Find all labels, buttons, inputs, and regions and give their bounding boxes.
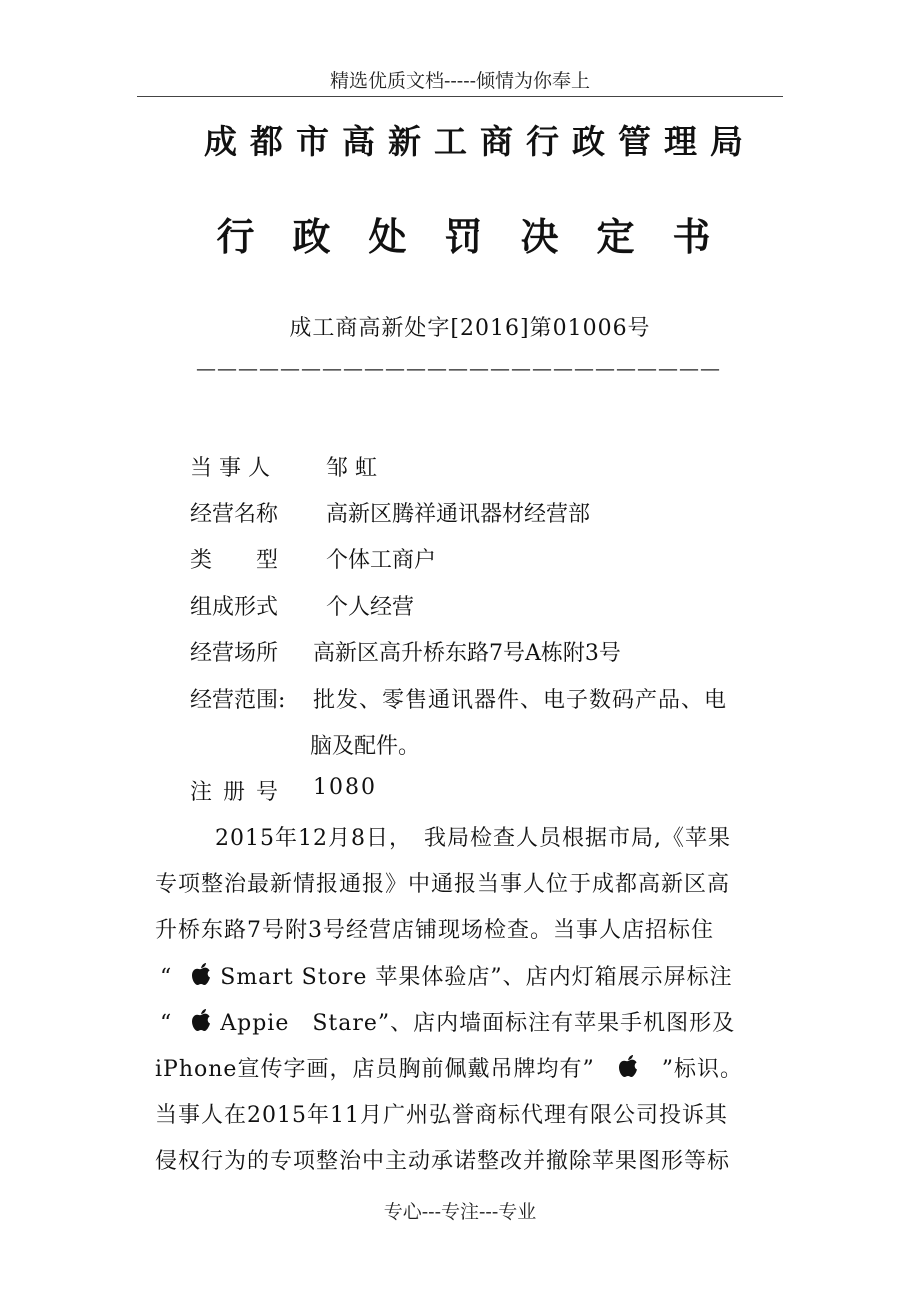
business-name-label: 经营名称 bbox=[190, 502, 279, 527]
body-line-3: 升桥东路7号附3号经营店铺现场检查。当事人店招标住 bbox=[155, 918, 714, 943]
place-label: 经营场所 bbox=[190, 641, 279, 666]
body-line-7: 当事人在2015年11月广州弘誉商标代理有限公司投诉其 bbox=[155, 1103, 728, 1128]
scope-label: 经营范围: bbox=[190, 688, 286, 713]
body-line-6-text: iPhone宣传字画，店员胸前佩戴吊牌均有” bbox=[155, 1057, 595, 1082]
type-label: 类 型 bbox=[190, 548, 279, 573]
page-footer: 专心---专注---专业 bbox=[383, 1201, 537, 1223]
body-line-4-text: Smart Store 苹果体验店”、店内灯箱展示屏标注 bbox=[212, 965, 733, 990]
apple-logo-icon bbox=[190, 1008, 212, 1032]
apple-logo-icon bbox=[190, 962, 212, 986]
body-line-4 bbox=[160, 960, 733, 991]
form-label: 组成形式 bbox=[190, 595, 279, 620]
body-line-5 bbox=[160, 1006, 735, 1037]
scope-value-line1: 批发、零售通讯器件、电子数码产品、电 bbox=[313, 688, 728, 713]
party-label: 当 事 人 bbox=[190, 456, 270, 481]
document-number: 成工商高新处字[2016]第01006号 bbox=[289, 316, 651, 341]
business-name-value: 高新区腾祥通讯器材经营部 bbox=[326, 502, 591, 527]
body-line-1: 2015年12月8日， 我局检查人员根据市局,《苹果 bbox=[215, 826, 731, 851]
body-line-5-text: Appie Stare”、店内墙面标注有苹果手机图形及 bbox=[212, 1011, 736, 1036]
scope-value-line2: 脑及配件。 bbox=[310, 734, 421, 759]
body-line-8: 侵权行为的专项整治中主动承诺整改并撤除苹果图形等标 bbox=[155, 1149, 731, 1174]
agency-title: 成都市高新工商行政管理局 bbox=[204, 122, 756, 161]
form-value: 个人经营 bbox=[326, 595, 415, 620]
body-line-6-end: ”标识。 bbox=[638, 1057, 743, 1082]
apple-logo-icon bbox=[617, 1054, 639, 1078]
header-rule bbox=[137, 96, 783, 97]
body-line-4-quote: “ bbox=[160, 965, 173, 990]
document-title: 行政处罚决定书 bbox=[216, 215, 749, 259]
body-line-2: 专项整治最新情报通报》中通报当事人位于成都高新区高 bbox=[155, 872, 731, 897]
page-header: 精选优质文档-----倾情为你奉上 bbox=[329, 70, 591, 92]
body-line-5-quote: “ bbox=[160, 1011, 173, 1036]
place-value: 高新区高升桥东路7号A栋附3号 bbox=[313, 641, 621, 666]
body-line-6 bbox=[155, 1052, 743, 1083]
separator-line: ————————————————————————— bbox=[196, 356, 721, 380]
type-value: 个体工商户 bbox=[326, 548, 437, 573]
registration-label: 注 册 号 bbox=[190, 780, 280, 805]
registration-value: 1080 bbox=[313, 775, 377, 800]
party-value: 邹 虹 bbox=[326, 456, 377, 481]
